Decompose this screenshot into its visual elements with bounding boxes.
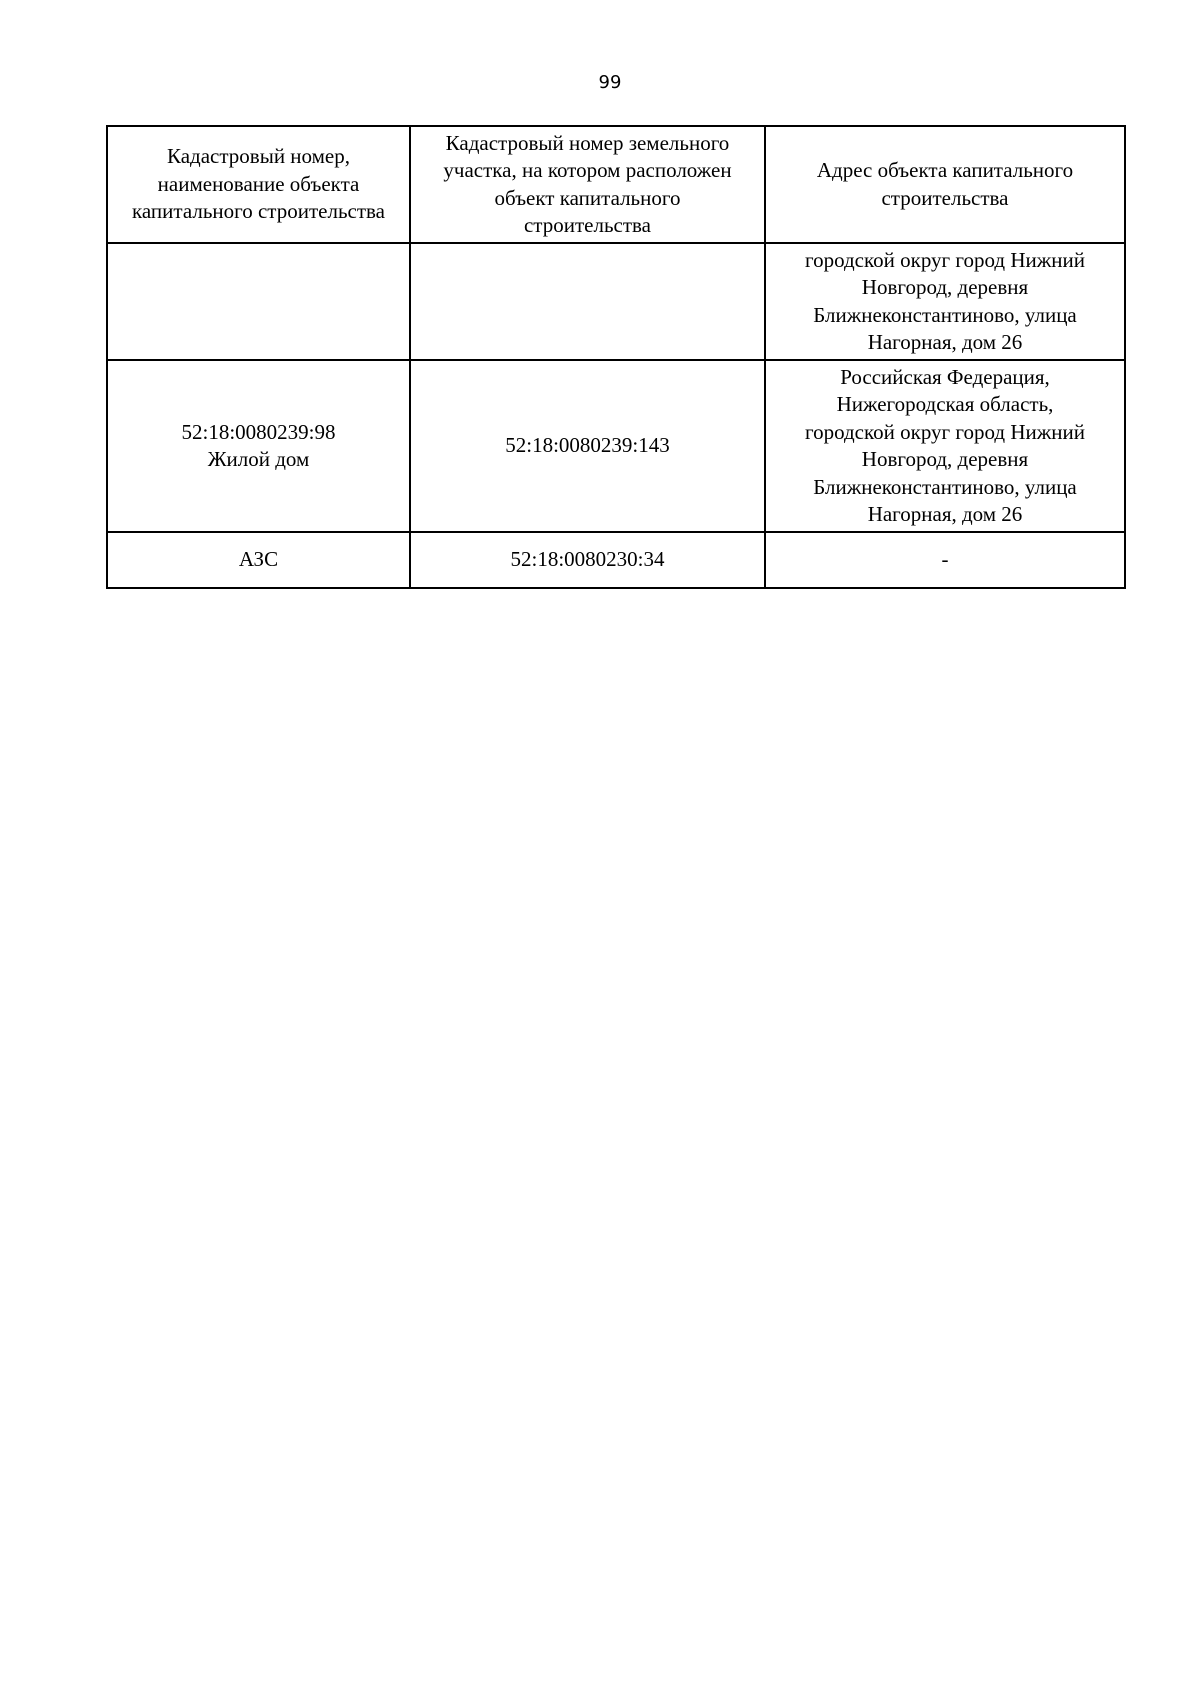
header-line: Кадастровый номер земельного	[445, 130, 730, 155]
table-row	[107, 243, 1125, 360]
page-number: 99	[598, 72, 622, 93]
address-line: -	[941, 547, 949, 572]
address-line: Нижегородская область,	[836, 392, 1054, 416]
cell-land-plot: 52:18:0080230:34	[410, 532, 765, 588]
header-line: строительства	[523, 213, 651, 237]
address-line: Новгород, деревня	[861, 447, 1029, 471]
cell-address	[765, 532, 1125, 588]
header-line: Адрес объекта капитального	[816, 158, 1074, 182]
header-line: капитального строительства	[132, 199, 385, 224]
address-line: Нагорная, дом 26	[867, 502, 1023, 526]
address-line: Нагорная, дом 26	[867, 330, 1023, 354]
address-line: Ближнеконстантиново, улица	[813, 302, 1077, 327]
table-row	[107, 360, 1125, 532]
object-name: АЗС	[238, 547, 279, 572]
object-cadastral-number: 52:18:0080239:98	[181, 419, 336, 444]
cell-land-plot	[410, 243, 765, 360]
header-line: Кадастровый номер,	[166, 144, 351, 169]
address-line: Российская Федерация,	[840, 364, 1050, 389]
header-line: участка, на котором расположен	[443, 158, 732, 182]
table-row	[107, 532, 1125, 588]
cell-address	[765, 360, 1125, 532]
cell-land-plot: 52:18:0080239:143	[410, 360, 765, 532]
cell-object	[107, 360, 410, 532]
address-line: Новгород, деревня	[861, 275, 1029, 299]
cell-address	[765, 243, 1125, 360]
header-line: наименование объекта	[157, 171, 360, 196]
address-line: городской округ город Нижний	[805, 247, 1085, 272]
cell-object	[107, 532, 410, 588]
header-object-address	[765, 126, 1125, 243]
header-line: строительства	[881, 185, 1009, 210]
table-header-row	[107, 126, 1125, 243]
address-line: городской округ город Нижний	[805, 419, 1085, 444]
header-line: объект капитального	[494, 185, 681, 210]
object-name: Жилой дом	[207, 447, 310, 471]
address-line: Ближнеконстантиново, улица	[813, 474, 1077, 499]
header-cadastral-number-object-name	[107, 126, 410, 243]
capital-construction-objects-table	[106, 125, 1126, 589]
header-land-plot-cadastral-number	[410, 126, 765, 243]
cell-object	[107, 243, 410, 360]
